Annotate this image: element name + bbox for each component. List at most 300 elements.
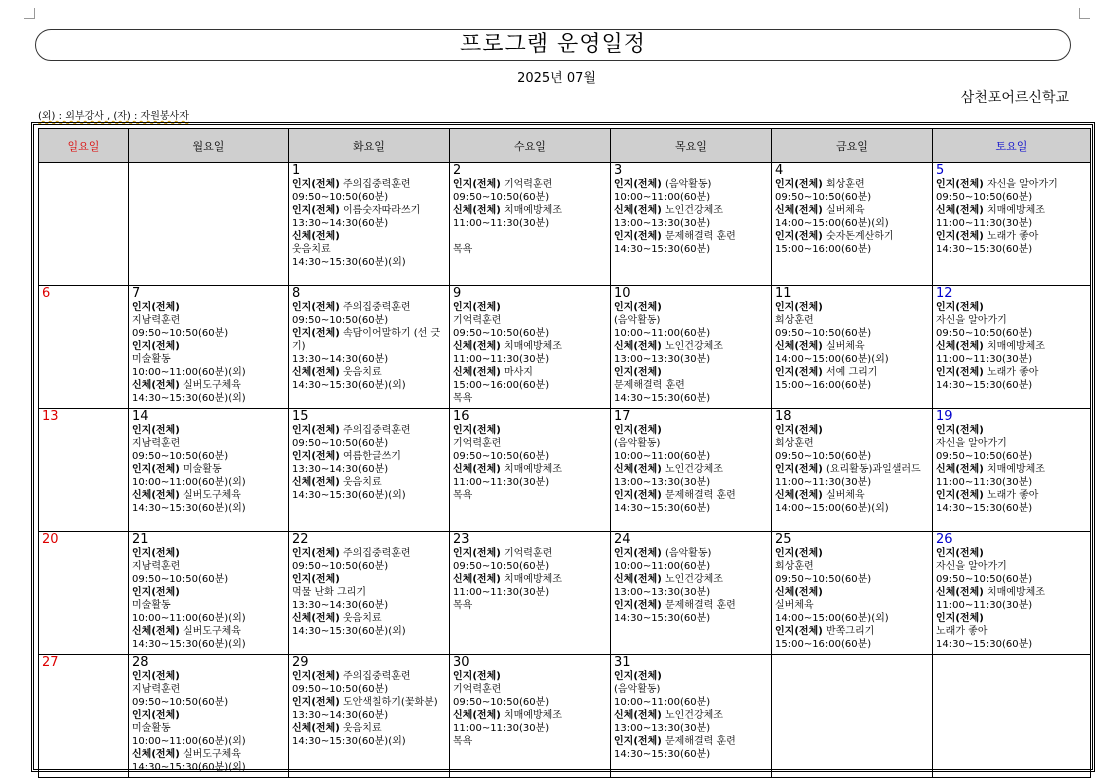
program-detail: 09:50~10:50(60분) <box>453 561 550 572</box>
schedule-line <box>292 353 446 366</box>
day-number: 29 <box>292 655 309 670</box>
program-category: 인지(전체) <box>614 425 662 436</box>
program-detail: 11:00~11:30(30분) <box>936 600 1033 611</box>
program-category: 인지(전체) <box>292 425 340 436</box>
program-category: 인지(전체) <box>614 548 662 559</box>
schedule-line <box>936 502 1087 515</box>
calendar-day-cell <box>129 532 289 655</box>
schedule-line <box>292 722 446 735</box>
program-category: 인지(전체) <box>292 574 340 585</box>
program-detail: 09:50~10:50(60분) <box>775 192 872 203</box>
program-detail: 치매예방체조 <box>500 341 562 352</box>
program-detail: 10:00~11:00(60분) <box>614 451 711 462</box>
day-number: 21 <box>132 532 149 547</box>
schedule-line <box>936 204 1087 217</box>
schedule-line <box>292 379 446 392</box>
schedule-line <box>775 340 929 353</box>
calendar-day-cell <box>129 655 289 778</box>
calendar-day-cell <box>772 532 933 655</box>
program-category: 신체(전체) <box>775 587 823 598</box>
schedule-line <box>614 450 768 463</box>
calendar-day-cell <box>450 163 611 286</box>
program-detail: 15:00~16:00(60분) <box>775 380 872 391</box>
page-corner-mark <box>24 8 35 19</box>
program-detail: 09:50~10:50(60분) <box>292 684 389 695</box>
schedule-line <box>614 327 768 340</box>
program-detail: 문제해결력 훈련 <box>661 736 736 747</box>
calendar-day-cell <box>933 655 1091 778</box>
program-detail: 13:30~14:30(60분) <box>292 464 389 475</box>
schedule-line <box>614 204 768 217</box>
schedule-line <box>936 463 1087 476</box>
program-detail: 치매예방체조 <box>983 587 1045 598</box>
program-detail: 웃음치료 <box>339 723 382 734</box>
program-detail: 회상훈련 <box>775 438 814 449</box>
schedule-line <box>614 696 768 709</box>
schedule-line <box>292 437 446 450</box>
program-detail: 회상훈련 <box>822 179 865 190</box>
program-category: 신체(전체) <box>614 574 662 585</box>
schedule-line <box>453 366 607 379</box>
calendar-week-row <box>39 655 1091 778</box>
schedule-line <box>132 761 285 774</box>
program-detail: 15:00~16:00(60분) <box>775 244 872 255</box>
schedule-line <box>775 327 929 340</box>
day-number: 17 <box>614 409 631 424</box>
schedule-line <box>453 204 607 217</box>
schedule-line <box>132 366 285 379</box>
schedule-line <box>775 424 929 437</box>
program-detail: 주의집중력훈련 <box>339 548 411 559</box>
schedule-line <box>292 366 446 379</box>
schedule-line <box>132 463 285 476</box>
program-detail: 서예 그리기 <box>822 367 878 378</box>
schedule-line <box>132 392 285 405</box>
program-detail: 자신을 알아가기 <box>983 179 1058 190</box>
program-category: 인지(전체) <box>775 231 823 242</box>
program-detail: 웃음치료 <box>339 613 382 624</box>
schedule-line <box>936 547 1087 560</box>
schedule-line <box>292 314 446 327</box>
program-detail: 09:50~10:50(60분) <box>292 561 389 572</box>
program-detail: 반쪽그리기 <box>822 626 875 637</box>
schedule-line <box>775 625 929 638</box>
schedule-line <box>614 489 768 502</box>
program-category: 인지(전체) <box>936 490 984 501</box>
schedule-line <box>453 340 607 353</box>
program-category: 신체(전체) <box>453 710 501 721</box>
schedule-line <box>132 586 285 599</box>
program-detail: 13:00~13:30(30분) <box>614 477 711 488</box>
schedule-line <box>936 366 1087 379</box>
program-category: 인지(전체) <box>936 613 984 624</box>
schedule-line <box>132 709 285 722</box>
program-detail: 자신을 알아가기 <box>936 315 1007 326</box>
program-detail: 문제해결력 훈련 <box>661 490 736 501</box>
program-detail: 웃음치료 <box>339 367 382 378</box>
program-detail: 지남력훈련 <box>132 561 181 572</box>
program-detail: 09:50~10:50(60분) <box>453 328 550 339</box>
schedule-line <box>936 353 1087 366</box>
schedule-line <box>132 379 285 392</box>
program-category: 인지(전체) <box>292 179 340 190</box>
schedule-line <box>132 327 285 340</box>
schedule-line <box>614 379 768 392</box>
program-category: 신체(전체) <box>775 205 823 216</box>
schedule-line <box>453 424 607 437</box>
program-category: 인지(전체) <box>132 425 180 436</box>
schedule-line <box>614 709 768 722</box>
schedule-line <box>453 735 607 748</box>
schedule-line <box>775 599 929 612</box>
program-category: 신체(전체) <box>453 464 501 475</box>
program-detail: 주의집중력훈련 <box>339 671 411 682</box>
program-detail: 14:30~15:30(60분) <box>936 639 1033 650</box>
program-category: 인지(전체) <box>292 302 340 313</box>
program-category: 인지(전체) <box>775 425 823 436</box>
program-category: 인지(전체) <box>292 205 340 216</box>
schedule-line <box>453 178 607 191</box>
schedule-line <box>453 696 607 709</box>
calendar-day-cell <box>772 655 933 778</box>
program-detail: 11:00~11:30(30분) <box>936 218 1033 229</box>
program-category: 신체(전체) <box>614 341 662 352</box>
schedule-line <box>292 709 446 722</box>
weekday-header: 금요일 <box>772 129 933 163</box>
program-detail: 09:50~10:50(60분) <box>453 192 550 203</box>
program-category: 신체(전체) <box>775 490 823 501</box>
program-detail: 문제해결력 훈련 <box>661 231 736 242</box>
schedule-line <box>614 586 768 599</box>
day-number: 8 <box>292 286 301 301</box>
program-category: 신체(전체) <box>453 574 501 585</box>
schedule-line <box>292 191 446 204</box>
program-detail: 14:30~15:30(60분) <box>936 244 1033 255</box>
program-detail: 목욕 <box>453 393 473 404</box>
schedule-line <box>936 612 1087 625</box>
calendar-day-cell <box>39 532 129 655</box>
schedule-line <box>292 625 446 638</box>
schedule-line <box>453 217 607 230</box>
program-detail: 주의집중력훈련 <box>339 425 411 436</box>
program-detail: 13:30~14:30(60분) <box>292 354 389 365</box>
program-detail: 먹물 난화 그리기 <box>292 587 366 598</box>
program-detail: 웃음치료 <box>292 244 331 255</box>
schedule-line <box>614 230 768 243</box>
schedule-line <box>936 243 1087 256</box>
schedule-line <box>936 230 1087 243</box>
schedule-line <box>775 612 929 625</box>
day-number: 7 <box>132 286 141 301</box>
program-detail: 10:00~11:00(60분) <box>614 697 711 708</box>
program-category: 신체(전체) <box>936 587 984 598</box>
schedule-line <box>453 230 607 243</box>
title-box <box>35 29 1071 61</box>
schedule-line <box>292 256 446 269</box>
program-detail: 치매예방체조 <box>500 205 562 216</box>
calendar-day-cell <box>772 286 933 409</box>
program-category: 인지(전체) <box>132 671 180 682</box>
program-detail: 13:00~13:30(30분) <box>614 587 711 598</box>
program-detail: 09:50~10:50(60분) <box>292 192 389 203</box>
calendar-day-cell <box>611 286 772 409</box>
program-category: 인지(전체) <box>453 302 501 313</box>
calendar-day-cell <box>450 532 611 655</box>
calendar-day-cell <box>450 655 611 778</box>
program-category: 인지(전체) <box>614 302 662 313</box>
program-detail: 14:30~15:30(60분) <box>936 380 1033 391</box>
program-category: 인지(전체) <box>936 425 984 436</box>
schedule-line <box>614 191 768 204</box>
page-corner-mark <box>1079 8 1090 19</box>
schedule-line <box>775 463 929 476</box>
program-category: 인지(전체) <box>775 626 823 637</box>
schedule-line <box>775 502 929 515</box>
program-category: 인지(전체) <box>936 302 984 313</box>
schedule-line <box>453 314 607 327</box>
month-label: 2025년 07월 <box>517 71 596 86</box>
calendar-day-cell <box>611 163 772 286</box>
weekday-header: 수요일 <box>450 129 611 163</box>
program-category: 신체(전체) <box>453 341 501 352</box>
program-detail: 실버체육 <box>822 490 865 501</box>
program-category: 인지(전체) <box>292 328 340 339</box>
schedule-line <box>292 424 446 437</box>
program-category: 신체(전체) <box>453 205 501 216</box>
schedule-line <box>453 489 607 502</box>
program-detail: 기억력훈련 <box>500 548 553 559</box>
program-detail: 실버체육 <box>822 205 865 216</box>
day-number: 4 <box>775 163 784 178</box>
calendar-day-cell <box>129 409 289 532</box>
program-category: 신체(전체) <box>292 477 340 488</box>
program-category: 인지(전체) <box>614 671 662 682</box>
day-number: 13 <box>42 409 59 424</box>
day-number: 5 <box>936 163 945 178</box>
program-detail: (음악활동) <box>661 548 712 559</box>
program-detail: 마사지 <box>500 367 533 378</box>
program-detail: 문제해결력 훈련 <box>661 600 736 611</box>
day-number: 25 <box>775 532 792 547</box>
program-category: 인지(전체) <box>132 587 180 598</box>
program-detail: 10:00~11:00(60분)(외) <box>132 613 246 624</box>
program-detail: 14:00~15:00(60분)(외) <box>775 503 889 514</box>
program-detail: 13:00~13:30(30분) <box>614 218 711 229</box>
weekday-header-row <box>39 129 1091 163</box>
program-detail: 11:00~11:30(30분) <box>453 587 550 598</box>
schedule-line <box>292 450 446 463</box>
program-detail: 웃음치료 <box>339 477 382 488</box>
program-detail: 노래가 좋아 <box>983 490 1039 501</box>
schedule-line <box>453 560 607 573</box>
schedule-line <box>614 424 768 437</box>
schedule-line <box>614 599 768 612</box>
schedule-line <box>453 709 607 722</box>
program-detail: 도안색칠하기(꽃화분) <box>339 697 438 708</box>
program-detail: 11:00~11:30(30분) <box>453 723 550 734</box>
schedule-line <box>292 476 446 489</box>
weekday-header: 토요일 <box>933 129 1091 163</box>
program-category: 인지(전체) <box>936 548 984 559</box>
calendar-day-cell <box>39 409 129 532</box>
schedule-line <box>292 243 446 256</box>
program-detail: 11:00~11:30(30분) <box>453 477 550 488</box>
program-category: 인지(전체) <box>614 231 662 242</box>
schedule-line <box>132 599 285 612</box>
schedule-line <box>775 353 929 366</box>
program-detail: 09:50~10:50(60분) <box>292 315 389 326</box>
program-detail: 15:00~16:00(60분) <box>775 639 872 650</box>
schedule-line <box>132 489 285 502</box>
schedule-line <box>453 379 607 392</box>
schedule-line <box>614 392 768 405</box>
schedule-line <box>292 230 446 243</box>
program-detail: 14:30~15:30(60분)(외) <box>132 503 246 514</box>
schedule-line <box>132 314 285 327</box>
program-detail: 11:00~11:30(30분) <box>936 477 1033 488</box>
program-detail: 미술활동 <box>132 723 171 734</box>
program-category: 신체(전체) <box>292 613 340 624</box>
schedule-line <box>614 463 768 476</box>
schedule-line <box>292 670 446 683</box>
program-category: 인지(전체) <box>453 671 501 682</box>
calendar-day-cell <box>611 409 772 532</box>
schedule-line <box>775 573 929 586</box>
program-category: 신체(전체) <box>292 231 340 242</box>
schedule-line <box>292 560 446 573</box>
program-category: 인지(전체) <box>775 367 823 378</box>
schedule-line <box>292 547 446 560</box>
program-detail: 노래가 좋아 <box>983 367 1039 378</box>
program-detail: 09:50~10:50(60분) <box>132 328 229 339</box>
program-detail: 14:30~15:30(60분) <box>614 613 711 624</box>
program-detail: 14:30~15:30(60분) <box>614 244 711 255</box>
day-number: 14 <box>132 409 149 424</box>
calendar-day-cell <box>450 286 611 409</box>
program-category: 인지(전체) <box>775 302 823 313</box>
schedule-line <box>614 722 768 735</box>
schedule-line <box>614 217 768 230</box>
calendar-day-cell <box>933 163 1091 286</box>
program-detail: 14:30~15:30(60분) <box>614 393 711 404</box>
program-category: 인지(전체) <box>292 451 340 462</box>
schedule-line <box>775 437 929 450</box>
program-detail: 기억력훈련 <box>453 438 502 449</box>
day-number: 12 <box>936 286 953 301</box>
program-detail: 치매예방체조 <box>983 464 1045 475</box>
program-detail: 11:00~11:30(30분) <box>453 218 550 229</box>
schedule-line <box>614 502 768 515</box>
schedule-line <box>132 547 285 560</box>
schedule-line <box>292 178 446 191</box>
day-number: 22 <box>292 532 309 547</box>
program-category: 인지(전체) <box>453 179 501 190</box>
program-category: 인지(전체) <box>614 490 662 501</box>
schedule-line <box>775 314 929 327</box>
program-category: 인지(전체) <box>132 341 180 352</box>
organization-name: 삼천포어르신학교 <box>960 90 1069 106</box>
day-number: 18 <box>775 409 792 424</box>
program-detail: 노인건강체조 <box>661 341 723 352</box>
program-detail: (음악활동) <box>614 315 661 326</box>
schedule-line <box>936 586 1087 599</box>
program-detail: 10:00~11:00(60분) <box>614 192 711 203</box>
program-detail: 09:50~10:50(60분) <box>132 451 229 462</box>
program-category: 인지(전체) <box>936 179 984 190</box>
schedule-line <box>775 638 929 651</box>
schedule-line <box>775 450 929 463</box>
program-detail: 지남력훈련 <box>132 438 181 449</box>
calendar-day-cell <box>39 163 129 286</box>
program-category: 인지(전체) <box>132 710 180 721</box>
program-detail: 10:00~11:00(60분) <box>614 328 711 339</box>
schedule-line <box>614 340 768 353</box>
program-category: 신체(전체) <box>132 626 180 637</box>
program-detail: 기억력훈련 <box>453 684 502 695</box>
program-detail: 14:30~15:30(60분) <box>614 749 711 760</box>
schedule-line <box>292 301 446 314</box>
schedule-line <box>936 314 1087 327</box>
program-detail: 회상훈련 <box>775 561 814 572</box>
program-detail: 14:30~15:30(60분) <box>614 503 711 514</box>
schedule-line <box>453 301 607 314</box>
program-detail: 지남력훈련 <box>132 684 181 695</box>
program-detail: 자신을 알아가기 <box>936 438 1007 449</box>
program-category: 신체(전체) <box>132 380 180 391</box>
schedule-line <box>132 670 285 683</box>
schedule-line <box>614 547 768 560</box>
schedule-line <box>614 748 768 761</box>
day-number: 20 <box>42 532 59 547</box>
schedule-line <box>132 560 285 573</box>
schedule-line <box>936 178 1087 191</box>
program-detail: 14:30~15:30(60분)(외) <box>132 639 246 650</box>
program-detail: 치매예방체조 <box>500 464 562 475</box>
schedule-line <box>614 437 768 450</box>
calendar-day-cell <box>933 532 1091 655</box>
program-detail: 미술활동 <box>132 600 171 611</box>
page-title: 프로그램 운영일정 <box>459 32 646 57</box>
program-detail: 10:00~11:00(60분) <box>614 561 711 572</box>
program-detail: 10:00~11:00(60분)(외) <box>132 477 246 488</box>
schedule-line <box>614 683 768 696</box>
program-category: 신체(전체) <box>614 464 662 475</box>
schedule-line <box>132 340 285 353</box>
day-number: 2 <box>453 163 462 178</box>
program-category: 신체(전체) <box>132 749 180 760</box>
program-detail: 09:50~10:50(60분) <box>132 574 229 585</box>
schedule-line <box>292 599 446 612</box>
schedule-line <box>453 722 607 735</box>
program-detail: 실버체육 <box>822 341 865 352</box>
program-category: 인지(전체) <box>936 231 984 242</box>
day-number: 6 <box>42 286 51 301</box>
day-number: 16 <box>453 409 470 424</box>
program-category: 인지(전체) <box>292 697 340 708</box>
program-detail: 기억력훈련 <box>453 315 502 326</box>
program-detail: 여름한글쓰기 <box>339 451 401 462</box>
program-detail: 09:50~10:50(60분) <box>132 697 229 708</box>
program-detail: 09:50~10:50(60분) <box>775 328 872 339</box>
program-detail: 13:00~13:30(30분) <box>614 354 711 365</box>
day-number: 1 <box>292 163 301 178</box>
program-detail: 10:00~11:00(60분)(외) <box>132 736 246 747</box>
program-detail: (음악활동) <box>661 179 712 190</box>
schedule-line <box>614 314 768 327</box>
calendar-day-cell <box>39 286 129 409</box>
day-number: 26 <box>936 532 953 547</box>
program-detail: 치매예방체조 <box>500 574 562 585</box>
